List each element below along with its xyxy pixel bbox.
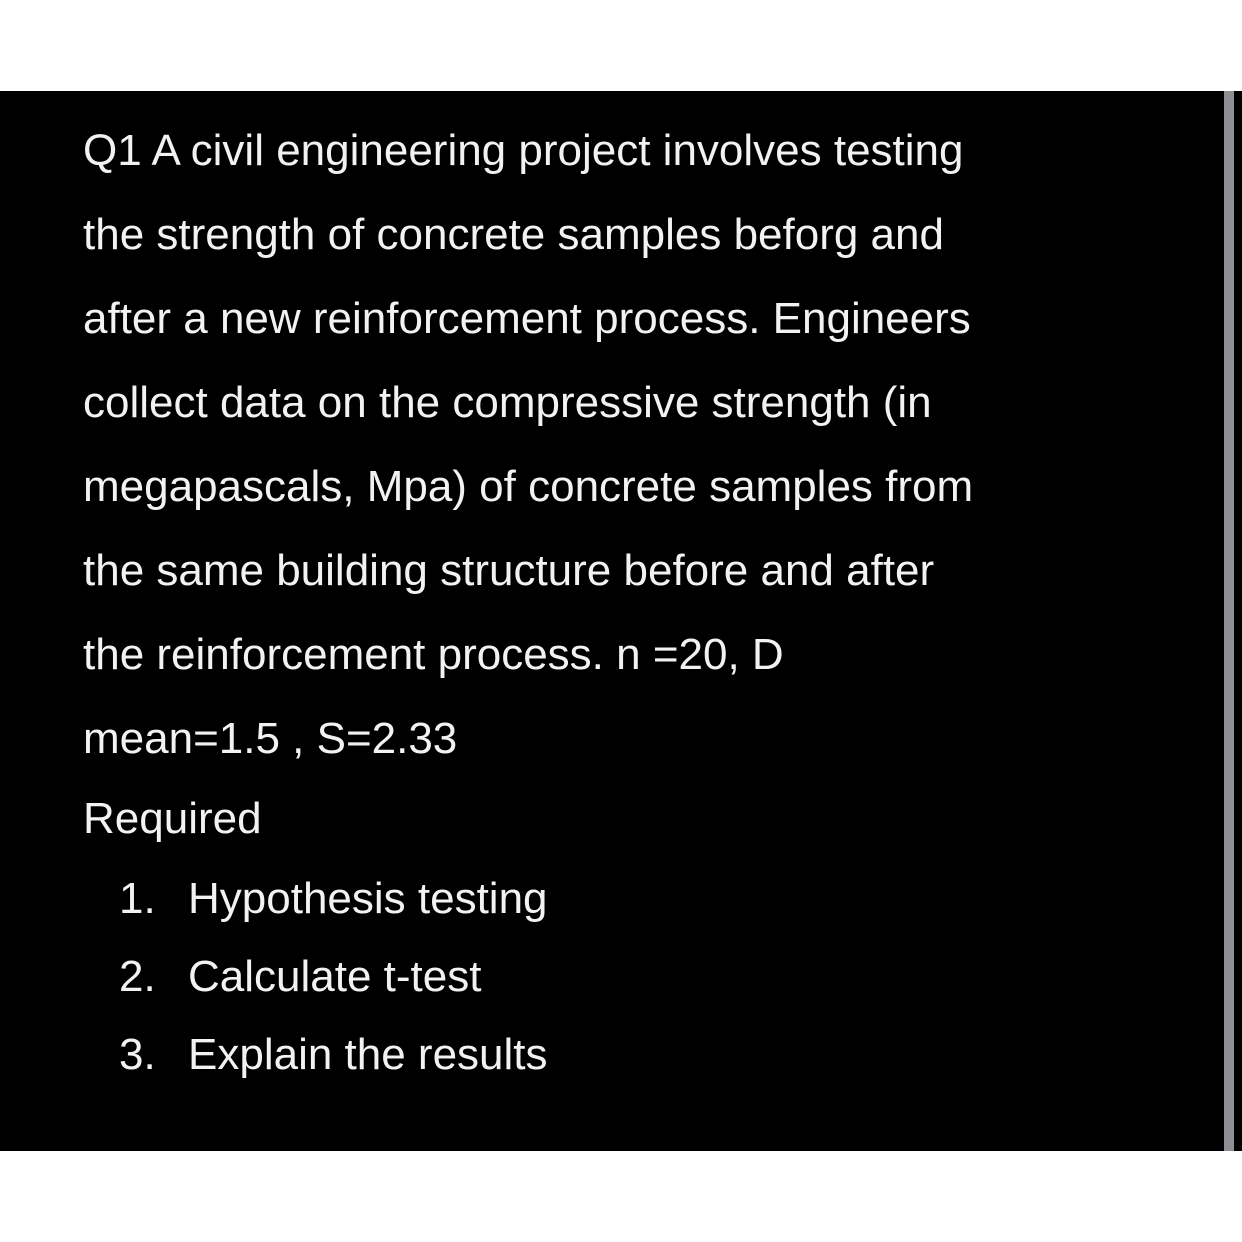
- scrollbar[interactable]: [1224, 91, 1234, 1151]
- dark-text-panel: [0, 91, 1242, 1151]
- list-item-text: Calculate t-test: [188, 952, 482, 1001]
- list-item-text: Hypothesis testing: [188, 874, 548, 923]
- list-item: [83, 1017, 1183, 1095]
- question-line: megapascals, Mpa) of concrete samples from: [83, 462, 974, 511]
- question-line: Q1 A civil engineering project involves testing: [83, 126, 964, 175]
- question-line: the strength of concrete samples beforg and: [83, 210, 944, 259]
- required-list: [83, 861, 1183, 1095]
- list-number: 3.: [119, 1030, 156, 1079]
- list-number: 1.: [119, 874, 156, 923]
- list-item: [83, 939, 1183, 1017]
- list-number: 2.: [119, 952, 156, 1001]
- question-line: after a new reinforcement process. Engineers: [83, 294, 971, 343]
- list-item-text: Explain the results: [188, 1030, 548, 1079]
- required-label: Required: [83, 794, 262, 843]
- question-line: the reinforcement process. n =20, D: [83, 630, 784, 679]
- stats-line: mean=1.5 , S=2.33: [83, 714, 458, 763]
- list-item: [83, 861, 1183, 939]
- question-line: collect data on the compressive strength (in: [83, 378, 932, 427]
- question-text: [83, 113, 1183, 1095]
- question-line: the same building structure before and after: [83, 546, 935, 595]
